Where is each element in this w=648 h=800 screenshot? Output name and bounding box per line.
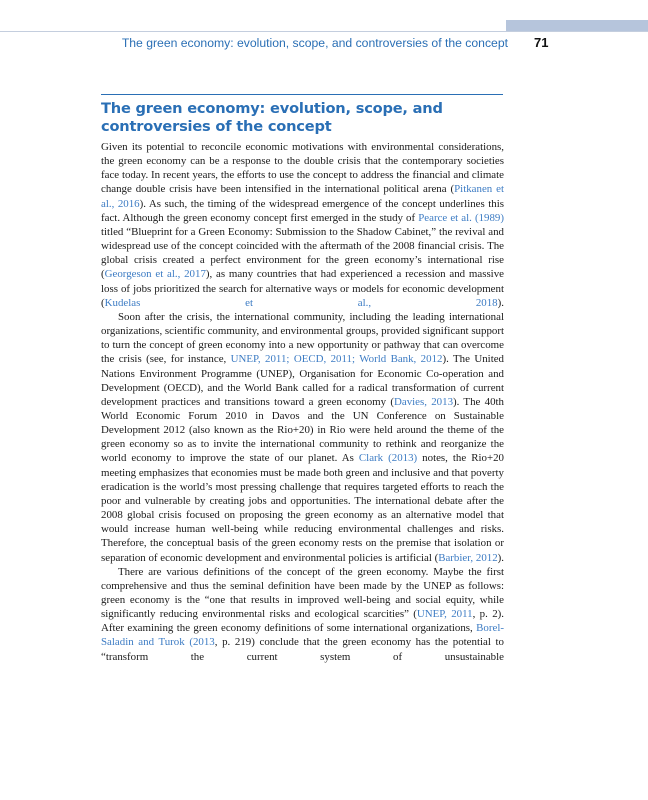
header-corner-bar (506, 20, 648, 31)
citation-pitkanen-2016[interactable]: Pitkanen et al., 2016 (101, 183, 504, 210)
p1-text-3: titled “Blueprint for a Green Economy: Submission to the Shadow Cabinet,” the revival and widespread use of the concept coincided with the aftermath of the 2008 financial crisis. The global crisis created a perfect environment for the green economy’s international rise ( (101, 225, 504, 281)
p2-text-1: Soon after the crisis, the international community, including the leading international organizations, scientific community, and environmental groups, provided significant support to turn the concept of green economy into a new opportunity or pathway that can overcome the crisis (see, for instance, (101, 310, 504, 366)
p2-text-5: ). (497, 551, 505, 564)
p1-text-5: ). (497, 296, 504, 309)
p1-text-4: ), as many countries that had experienced a recession and massive loss of jobs prioritized the search for alternative ways or models for economic development ( (101, 268, 504, 309)
p2-text-4: notes, the Rio+20 meeting emphasizes that economies must be made both green and inclusive and that poverty eradication is the world’s most pressing challenge that requires targeted efforts to reach the poor and vulnerable by creating jobs and opportunities. The international debate after the 2008 global crisis focused on proposing the green economy as an alternative model that would increase human well-being while reducing environmental challenges and risks. Therefore, the conceptual basis of the green economy rests on the premise that isolation or separation of economic development and environmental policies is artificial ( (101, 452, 504, 564)
running-head: The green economy: evolution, scope, and controversies of the concept (121, 36, 508, 50)
p1-text-2: ). As such, the timing of the widespread emergence of the concept underlines this fact. Although the green economy concept first emerged in the study of (101, 197, 505, 224)
paragraph-2 (101, 310, 504, 565)
citation-unep-oecd-worldbank[interactable]: UNEP, 2011; OECD, 2011; World Bank, 2012 (230, 353, 443, 366)
citation-clark-2013[interactable]: Clark (2013) (358, 452, 418, 465)
p3-text-3: , p. 219) conclude that the green economy has the potential to “transform the current system of unsustainable (101, 636, 504, 663)
header-rule (0, 31, 648, 32)
p3-text-2: , p. 2). After examining the green economy definitions of some international organizations, (101, 608, 504, 635)
citation-davies-2013[interactable]: Davies, 2013 (394, 395, 454, 408)
body-text (101, 140, 504, 664)
p2-text-3: ). The 40th World Economic Forum 2010 in Davos and the UN Conference on Sustainable Development 2012 (also known as the Rio+20) in Rio were held around the theme of the green economy so as to invite the international community to rethink and reorganize the world economy to improve the state of our planet. As (101, 395, 504, 465)
citation-unep-2011[interactable]: UNEP, 2011 (416, 608, 473, 621)
section-title-rule (101, 94, 503, 95)
p2-text-2: ). The United Nations Environment Programme (UNEP), Organisation for Economic Co-operation and Development (OECD), and the World Bank called for a radical transformation of current development practices and transitions toward a green economy ( (101, 353, 504, 408)
citation-georgeson-2017[interactable]: Georgeson et al., 2017 (104, 268, 206, 281)
paragraph-3 (101, 565, 504, 664)
citation-borel-saladin-2013[interactable]: Borel-Saladin and Turok (2013 (101, 622, 504, 649)
paragraph-1 (101, 140, 504, 310)
p3-text-1: There are various definitions of the concept of the green economy. Maybe the first comprehensive and thus the seminal definition have been made by the UNEP as follows: green economy is the “one that results in improved well-being and social equity, while significantly reducing environmental risks and ecological scarcities” ( (101, 565, 504, 621)
citation-kudelas-2018[interactable]: Kudelas et al., 2018 (104, 296, 498, 309)
page-number: 71 (534, 35, 549, 50)
section-title: The green economy: evolution, scope, and controversies of the concept (101, 100, 443, 135)
p1-text-1: Given its potential to reconcile economic motivations with environmental considerations, the green economy can be a response to the double crisis that the contemporary societies face today. In recent years, the efforts to use the concept to address the financial and climate change double crisis have been intensified in the international political arena ( (101, 141, 504, 196)
citation-barbier-2012[interactable]: Barbier, 2012 (438, 551, 498, 564)
citation-pearce-1989[interactable]: Pearce et al. (1989) (418, 211, 504, 224)
